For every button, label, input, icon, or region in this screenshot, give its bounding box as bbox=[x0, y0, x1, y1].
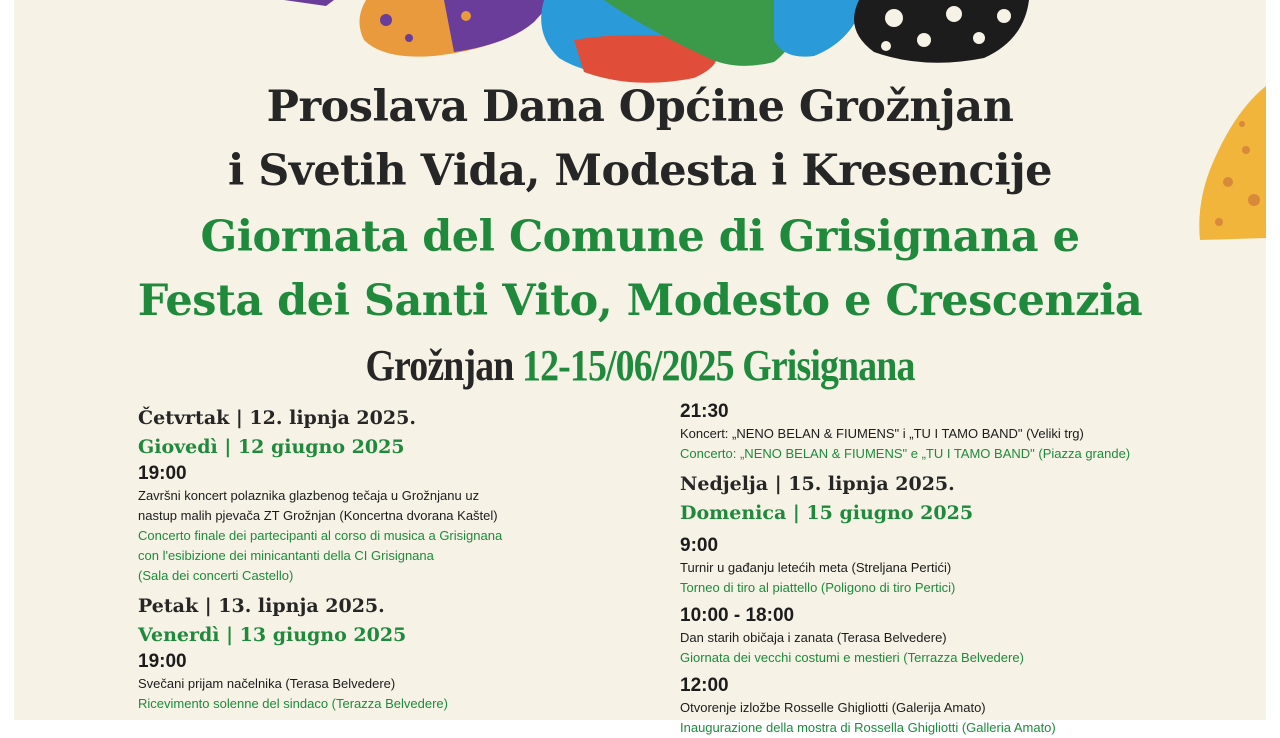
event-description-it: Torneo di tiro al piattello (Poligono di tiro Pertici) bbox=[680, 580, 956, 595]
event-time: 19:00 bbox=[138, 651, 187, 672]
day-heading-friday-it: Venerdì | 13 giugno 2025 bbox=[138, 624, 407, 646]
place-and-dates bbox=[102, 340, 1179, 391]
event-description-it: Concerto finale dei partecipanti al corso di musica a Grisignana bbox=[138, 528, 503, 543]
day-heading-sunday-it: Domenica | 15 giugno 2025 bbox=[680, 502, 974, 524]
day-heading-sunday-hr: Nedjelja | 15. lipnja 2025. bbox=[680, 473, 955, 495]
place-croatian: Grožnjan bbox=[365, 341, 514, 390]
event-description-hr: Otvorenje izložbe Rosselle Ghigliotti (Galerija Amato) bbox=[680, 700, 986, 715]
title-croatian-line1: Proslava Dana Općine Grožnjan bbox=[266, 82, 1014, 132]
event-dates: 12-15/06/2025 bbox=[522, 341, 734, 390]
event-description-hr: Završni koncert polaznika glazbenog tečaja u Grožnjanu uz bbox=[138, 488, 480, 503]
event-time: 9:00 bbox=[680, 535, 719, 556]
event-description-hr: Turnir u gađanju letećih meta (Streljana Pertići) bbox=[680, 560, 952, 575]
event-time: 19:00 bbox=[138, 463, 187, 484]
event-time: 12:00 bbox=[680, 675, 729, 696]
day-heading-friday-hr: Petak | 13. lipnja 2025. bbox=[138, 595, 385, 617]
event-description-it: con l'esibizione dei minicantanti della CI Grisignana bbox=[138, 548, 434, 563]
day-heading-thursday-it: Giovedì | 12 giugno 2025 bbox=[138, 436, 405, 458]
event-time: 21:30 bbox=[680, 401, 729, 422]
event-description-hr: Koncert: „NENO BELAN & FIUMENS" i „TU I TAMO BAND" (Veliki trg) bbox=[680, 426, 1084, 441]
purple-shape bbox=[284, 0, 334, 6]
event-description-hr: nastup malih pjevača ZT Grožnjan (Koncertna dvorana Kaštel) bbox=[138, 508, 498, 523]
title-italian-line2: Festa dei Santi Vito, Modesto e Crescenzia bbox=[137, 276, 1143, 326]
event-description-it: (Sala dei concerti Castello) bbox=[138, 568, 294, 583]
title-croatian-line2: i Svetih Vida, Modesta i Kresencije bbox=[227, 146, 1052, 196]
event-time: 10:00 - 18:00 bbox=[680, 605, 795, 626]
event-description-it: Concerto: „NENO BELAN & FIUMENS" e „TU I TAMO BAND" (Piazza grande) bbox=[680, 446, 1131, 461]
event-description-it: Giornata dei vecchi costumi e mestieri (Terrazza Belvedere) bbox=[680, 650, 1024, 665]
poster bbox=[14, 0, 1266, 735]
place-italian: Grisignana bbox=[742, 341, 915, 390]
program-right-column bbox=[680, 400, 1260, 738]
day-heading-thursday-hr: Četvrtak | 12. lipnja 2025. bbox=[138, 407, 416, 429]
title-italian-line1: Giornata del Comune di Grisignana e bbox=[200, 212, 1080, 262]
event-description-it: Ricevimento solenne del sindaco (Terazza Belvedere) bbox=[138, 696, 448, 711]
event-description-it: Inaugurazione della mostra di Rossella Ghigliotti (Galleria Amato) bbox=[680, 720, 1056, 735]
program-left-column bbox=[138, 404, 678, 714]
event-description-hr: Dan starih običaja i zanata (Terasa Belvedere) bbox=[680, 630, 947, 645]
event-description-hr: Svečani prijam načelnika (Terasa Belvedere) bbox=[138, 676, 396, 691]
